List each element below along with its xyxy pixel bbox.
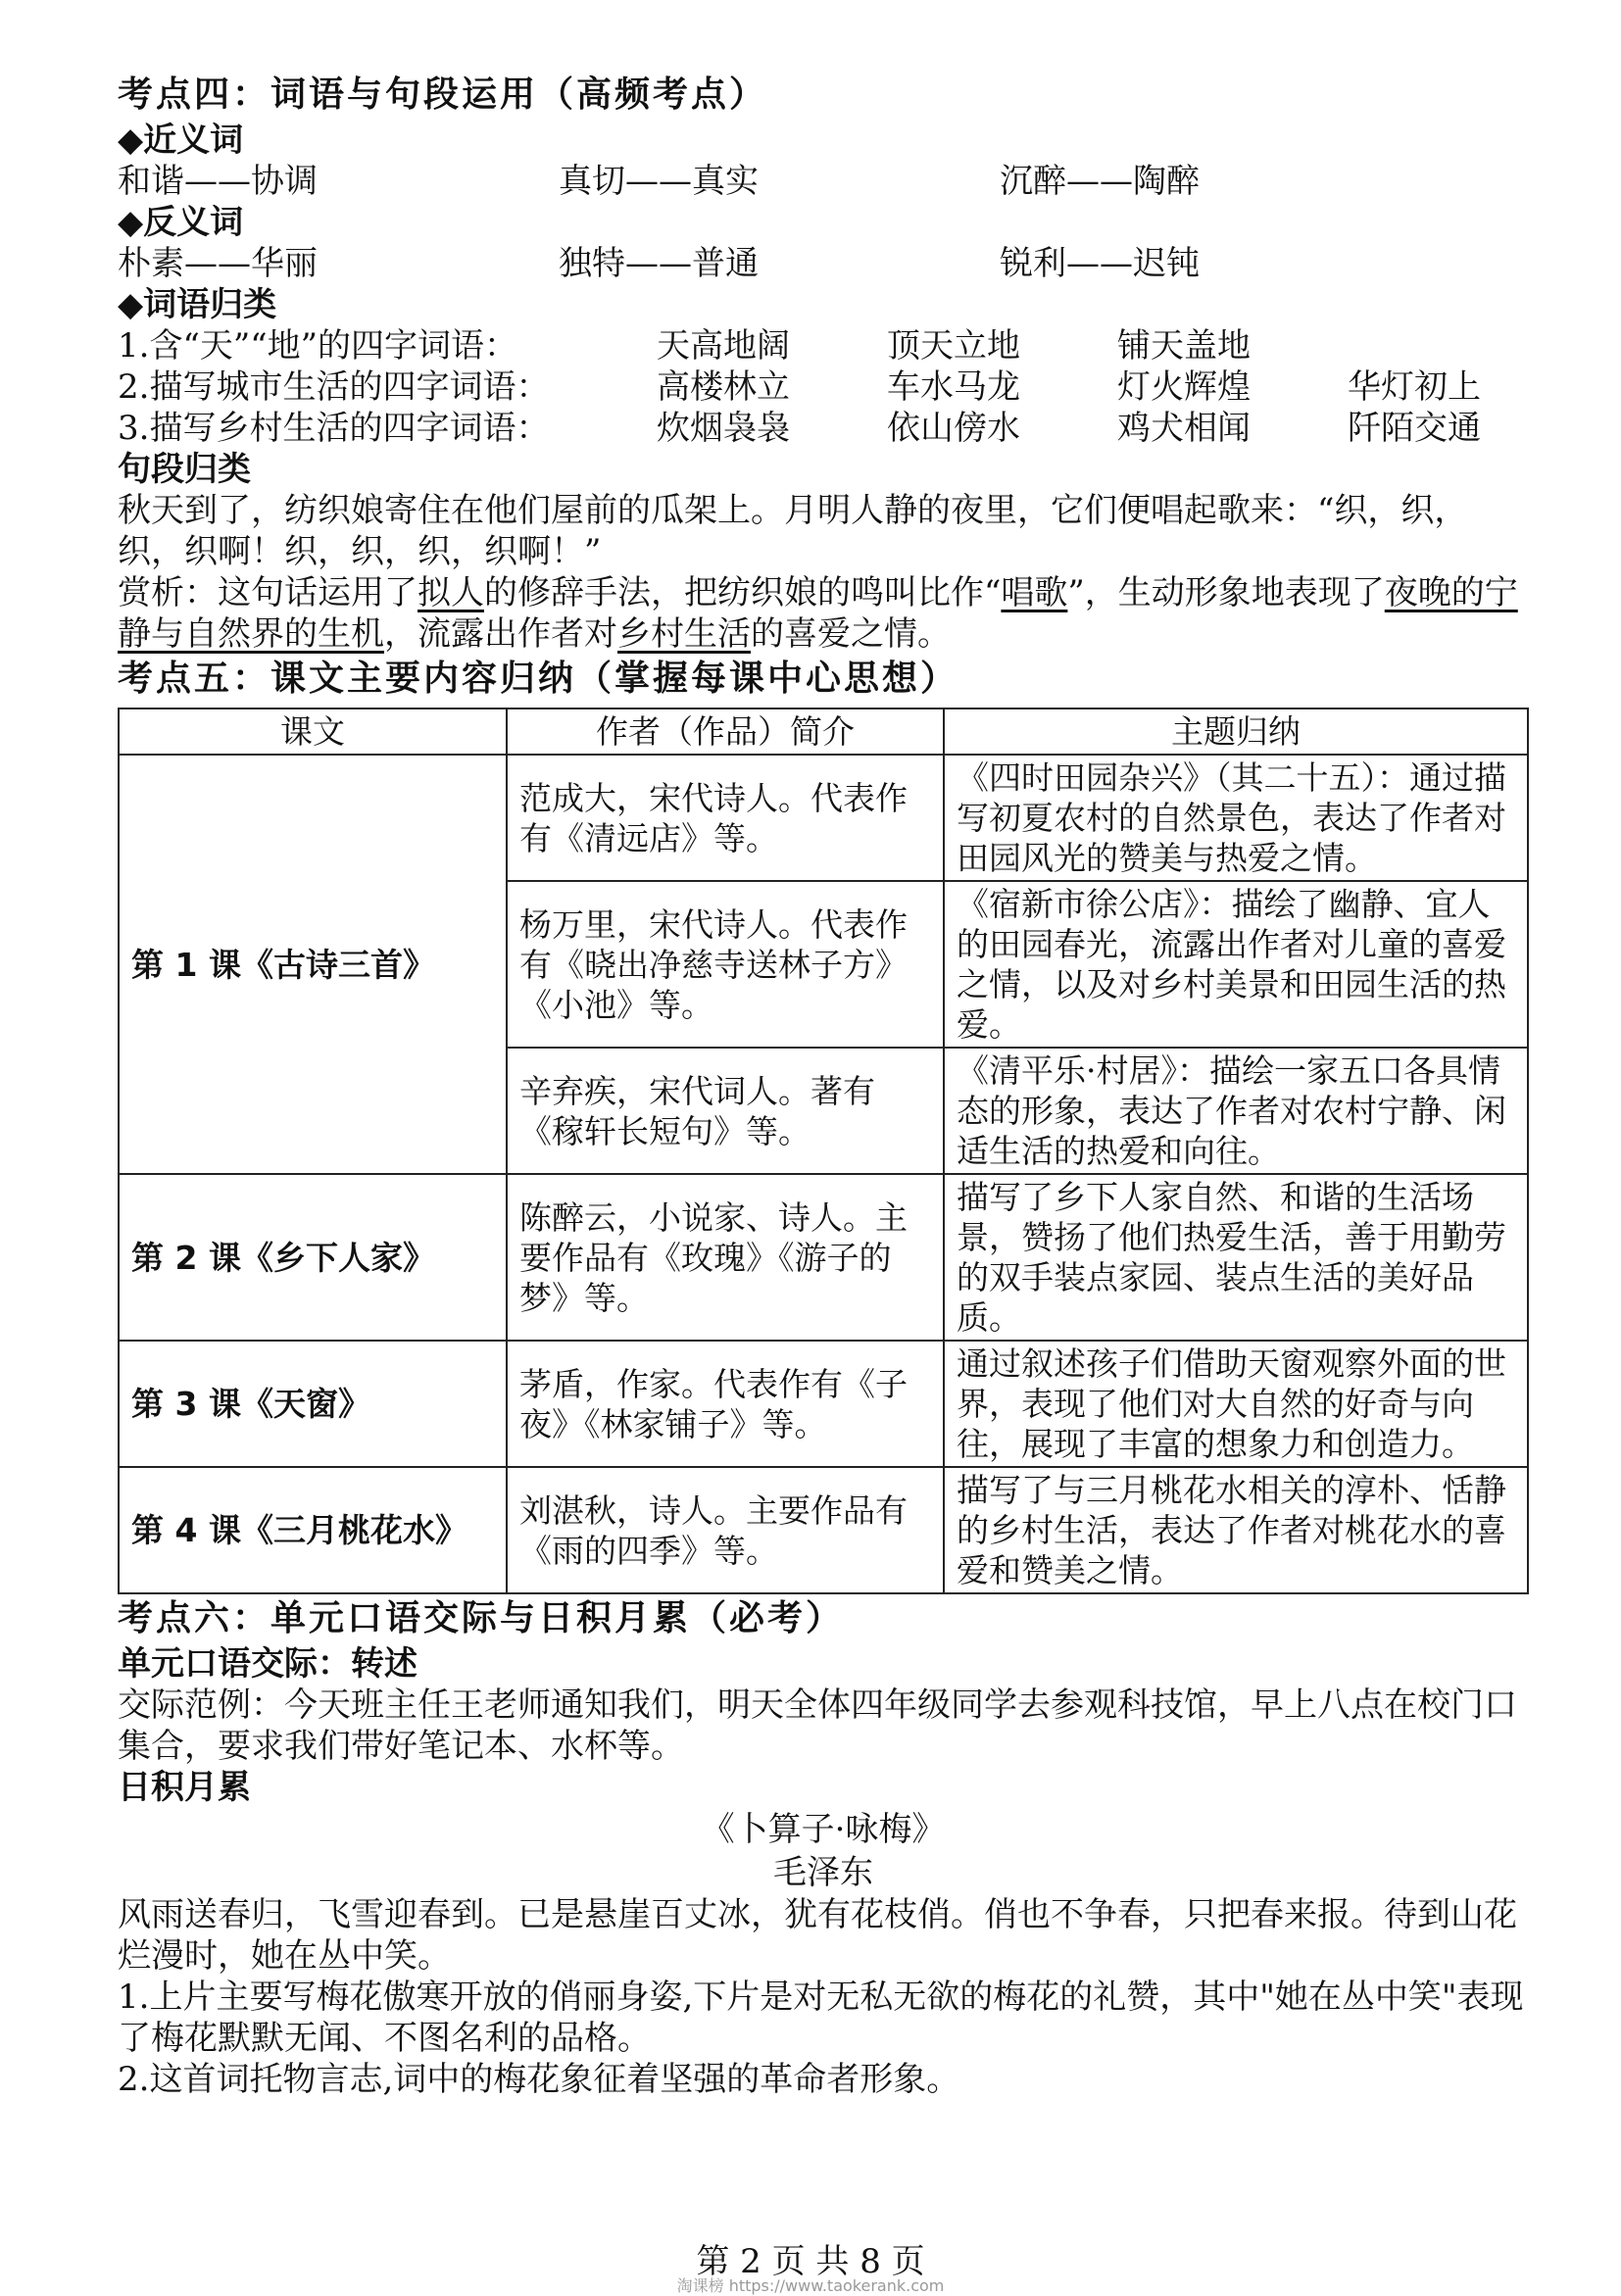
author-cell: 范成大，宋代诗人。代表作有《清远店》等。 [507, 755, 944, 881]
theme-cell: 通过叙述孩子们借助天窗观察外面的世界，表现了他们对大自然的好奇与向往，展现了丰富的想象力和创造力。 [944, 1341, 1528, 1467]
watermark: 淘课榜 https://www.taokerank.com [676, 2276, 945, 2295]
analysis-text: 赏析：这句话运用了 [118, 573, 418, 612]
word-category-row [118, 325, 1529, 366]
lesson-cell: 第 1 课《古诗三首》 [119, 755, 507, 1174]
antonym-pair: 锐利——迟钝 [1000, 244, 1200, 283]
synonym-pair: 和谐——协调 [118, 162, 318, 201]
synonym-pair: 真切——真实 [559, 162, 759, 201]
sentence-heading: 句段归类 [118, 450, 251, 489]
oral-communication-heading: 单元口语交际：转述 [118, 1644, 418, 1684]
category-word: 高楼林立 [657, 367, 790, 407]
analysis-text: 的修辞手法，把纺织娘的鸣叫比作“ [484, 573, 1002, 612]
theme-cell: 描写了与三月桃花水相关的淳朴、恬静的乡村生活，表达了作者对桃花水的喜爱和赞美之情。 [944, 1467, 1528, 1593]
oral-communication-example: 交际范例：今天班主任王老师通知我们，明天全体四年级同学去参观科技馆，早上八点在校门口集合，要求我们带好笔记本、水杯等。 [118, 1685, 1517, 1766]
category-label: 2.描写城市生活的四字词语： [118, 367, 550, 407]
analysis-text: ，流露出作者对 [384, 614, 617, 654]
column-header: 主题归纳 [944, 708, 1528, 755]
antonym-pair: 独特——普通 [559, 244, 759, 283]
column-header: 作者（作品）简介 [507, 708, 944, 755]
word-category-heading: ◆词语归类 [118, 285, 277, 324]
word-category-row [118, 366, 1529, 408]
category-word: 铺天盖地 [1117, 326, 1251, 366]
sentence-analysis [118, 572, 1529, 655]
antonym-pair: 朴素——华丽 [118, 244, 318, 283]
category-word: 鸡犬相闻 [1117, 409, 1251, 448]
theme-cell: 描写了乡下人家自然、和谐的生活场景，赞扬了他们热爱生活，善于用勤劳的双手装点家园、装点生活的美好品质。 [944, 1174, 1528, 1341]
lesson-cell: 第 2 课《乡下人家》 [119, 1174, 507, 1341]
table-row [119, 1467, 1528, 1593]
poem-title: 《卜算子·咏梅》 [701, 1810, 946, 1849]
document-page [118, 71, 1529, 2100]
analysis-underline: 唱歌 [1001, 573, 1068, 612]
theme-cell: 《清平乐·村居》：描绘一家五口各具情态的形象，表达了作者对农村宁静、闲适生活的热爱和向往。 [944, 1048, 1528, 1174]
synonym-heading: ◆近义词 [118, 121, 244, 160]
analysis-underline: 乡村生活 [617, 614, 751, 654]
section-4-title: 考点四：词语与句段运用（高频考点） [118, 74, 768, 115]
category-label: 3.描写乡村生活的四字词语： [118, 409, 550, 448]
poem-note: 2.这首词托物言志,词中的梅花象征着坚强的革命者形象。 [118, 2060, 960, 2099]
synonym-pair: 沉醉——陶醉 [1000, 162, 1200, 201]
page-number: 第 2 页 共 8 页 [696, 2242, 925, 2281]
author-cell: 辛弃疾，宋代词人。著有《稼轩长短句》等。 [507, 1048, 944, 1174]
author-cell: 刘湛秋，诗人。主要作品有《雨的四季》等。 [507, 1467, 944, 1593]
theme-cell: 《宿新市徐公店》：描绘了幽静、宜人的田园春光，流露出作者对儿童的喜爱之情，以及对乡村美景和田园生活的热爱。 [944, 881, 1528, 1048]
table-row [119, 755, 1528, 881]
section-6-title: 考点六：单元口语交际与日积月累（必考） [118, 1598, 845, 1638]
sentence-example: 秋天到了，纺织娘寄住在他们屋前的瓜架上。月明人静的夜里，它们便唱起歌来：“织，织，织，织啊！织，织，织，织啊！” [118, 491, 1468, 571]
antonym-heading: ◆反义词 [118, 203, 244, 242]
theme-cell: 《四时田园杂兴》（其二十五）：通过描写初夏农村的自然景色，表达了作者对田园风光的赞美与热爱之情。 [944, 755, 1528, 881]
accumulation-heading: 日积月累 [118, 1768, 251, 1807]
lesson-cell: 第 3 课《天窗》 [119, 1341, 507, 1467]
category-word: 阡陌交通 [1348, 409, 1481, 448]
table-header-row [119, 708, 1528, 755]
analysis-underline: 拟人 [418, 573, 484, 612]
poem-text: 风雨送春归，飞雪迎春到。已是悬崖百丈冰，犹有花枝俏。俏也不争春，只把春来报。待到山花烂漫时，她在丛中笑。 [118, 1895, 1517, 1976]
analysis-underline: 夜晚的宁静与自然界的生机 [118, 573, 1518, 654]
word-category-row [118, 408, 1529, 449]
category-word: 天高地阔 [657, 326, 790, 366]
section-5-title: 考点五：课文主要内容归纳（掌握每课中心思想） [118, 659, 959, 699]
synonym-row [118, 161, 1529, 202]
analysis-text: 的喜爱之情。 [751, 614, 951, 654]
author-cell: 茅盾，作家。代表作有《子夜》《林家铺子》等。 [507, 1341, 944, 1467]
table-row [119, 1174, 1528, 1341]
category-word: 车水马龙 [887, 367, 1020, 407]
column-header: 课文 [119, 708, 507, 755]
category-label: 1.含“天”“地”的四字词语： [118, 326, 517, 366]
category-word: 灯火辉煌 [1117, 367, 1251, 407]
table-row [119, 1341, 1528, 1467]
analysis-text: ”，生动形象地表现了 [1067, 573, 1385, 612]
lesson-cell: 第 4 课《三月桃花水》 [119, 1467, 507, 1593]
lesson-summary-table [118, 708, 1529, 1594]
author-cell: 杨万里，宋代诗人。代表作有《晓出净慈寺送林子方》《小池》等。 [507, 881, 944, 1048]
category-word: 顶天立地 [887, 326, 1020, 366]
category-word: 依山傍水 [887, 409, 1020, 448]
category-word: 华灯初上 [1348, 367, 1481, 407]
poem-author: 毛泽东 [773, 1853, 873, 1892]
poem-note: 1.上片主要写梅花傲寒开放的俏丽身姿,下片是对无私无欲的梅花的礼赞，其中"她在丛中笑"表现了梅花默默无闻、不图名利的品格。 [118, 1978, 1524, 2058]
antonym-row [118, 243, 1529, 284]
author-cell: 陈醉云，小说家、诗人。主要作品有《玫瑰》《游子的梦》等。 [507, 1174, 944, 1341]
category-word: 炊烟袅袅 [657, 409, 790, 448]
